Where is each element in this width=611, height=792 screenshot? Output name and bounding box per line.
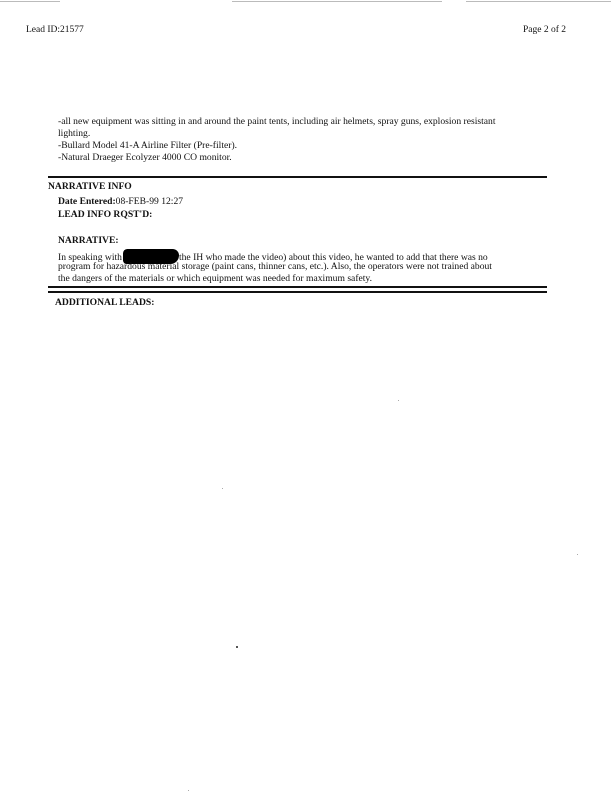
scan-artifact <box>466 1 611 2</box>
equipment-note-line: -Bullard Model 41-A Airline Filter (Pre-filter). <box>58 140 238 151</box>
section-divider <box>48 291 547 293</box>
narrative-line1-end: the IH who made the video) about this video, he wanted to add that there was no <box>178 252 488 263</box>
narrative-line1-start: In speaking with <box>58 252 122 263</box>
narrative-line: program for hazardous material storage (paint cans, thinner cans, etc.). Also, the operators were not trained about <box>58 261 492 272</box>
page-number: Page 2 of 2 <box>523 25 567 35</box>
date-entered-label: Date Entered: <box>58 196 116 207</box>
equipment-note-line: lighting. <box>58 128 91 139</box>
scan-artifact <box>0 1 60 2</box>
equipment-note-line: -Natural Draeger Ecolyzer 4000 CO monitor. <box>58 152 232 163</box>
equipment-note-line: -all new equipment was sitting in and around the paint tents, including air helmets, spray guns, explosion resistant <box>58 116 496 127</box>
scan-speck <box>188 790 189 791</box>
lead-id: Lead ID:21577 <box>26 25 84 35</box>
narrative-line: the dangers of the materials or which equipment was needed for maximum safety. <box>58 273 373 284</box>
date-entered-value: 08-FEB-99 12:27 <box>115 196 184 207</box>
section-divider <box>48 176 547 178</box>
lead-info-label: LEAD INFO RQST'D: <box>58 209 153 220</box>
section-divider <box>48 286 547 288</box>
scan-artifact <box>232 1 442 2</box>
narrative-label: NARRATIVE: <box>58 235 119 246</box>
date-entered <box>58 196 183 208</box>
section-title: NARRATIVE INFO <box>48 181 132 192</box>
scan-speck <box>236 646 238 648</box>
scan-speck <box>398 400 399 401</box>
scan-speck <box>577 554 578 555</box>
scan-speck <box>222 488 223 489</box>
additional-leads-label: ADDITIONAL LEADS: <box>55 297 155 308</box>
